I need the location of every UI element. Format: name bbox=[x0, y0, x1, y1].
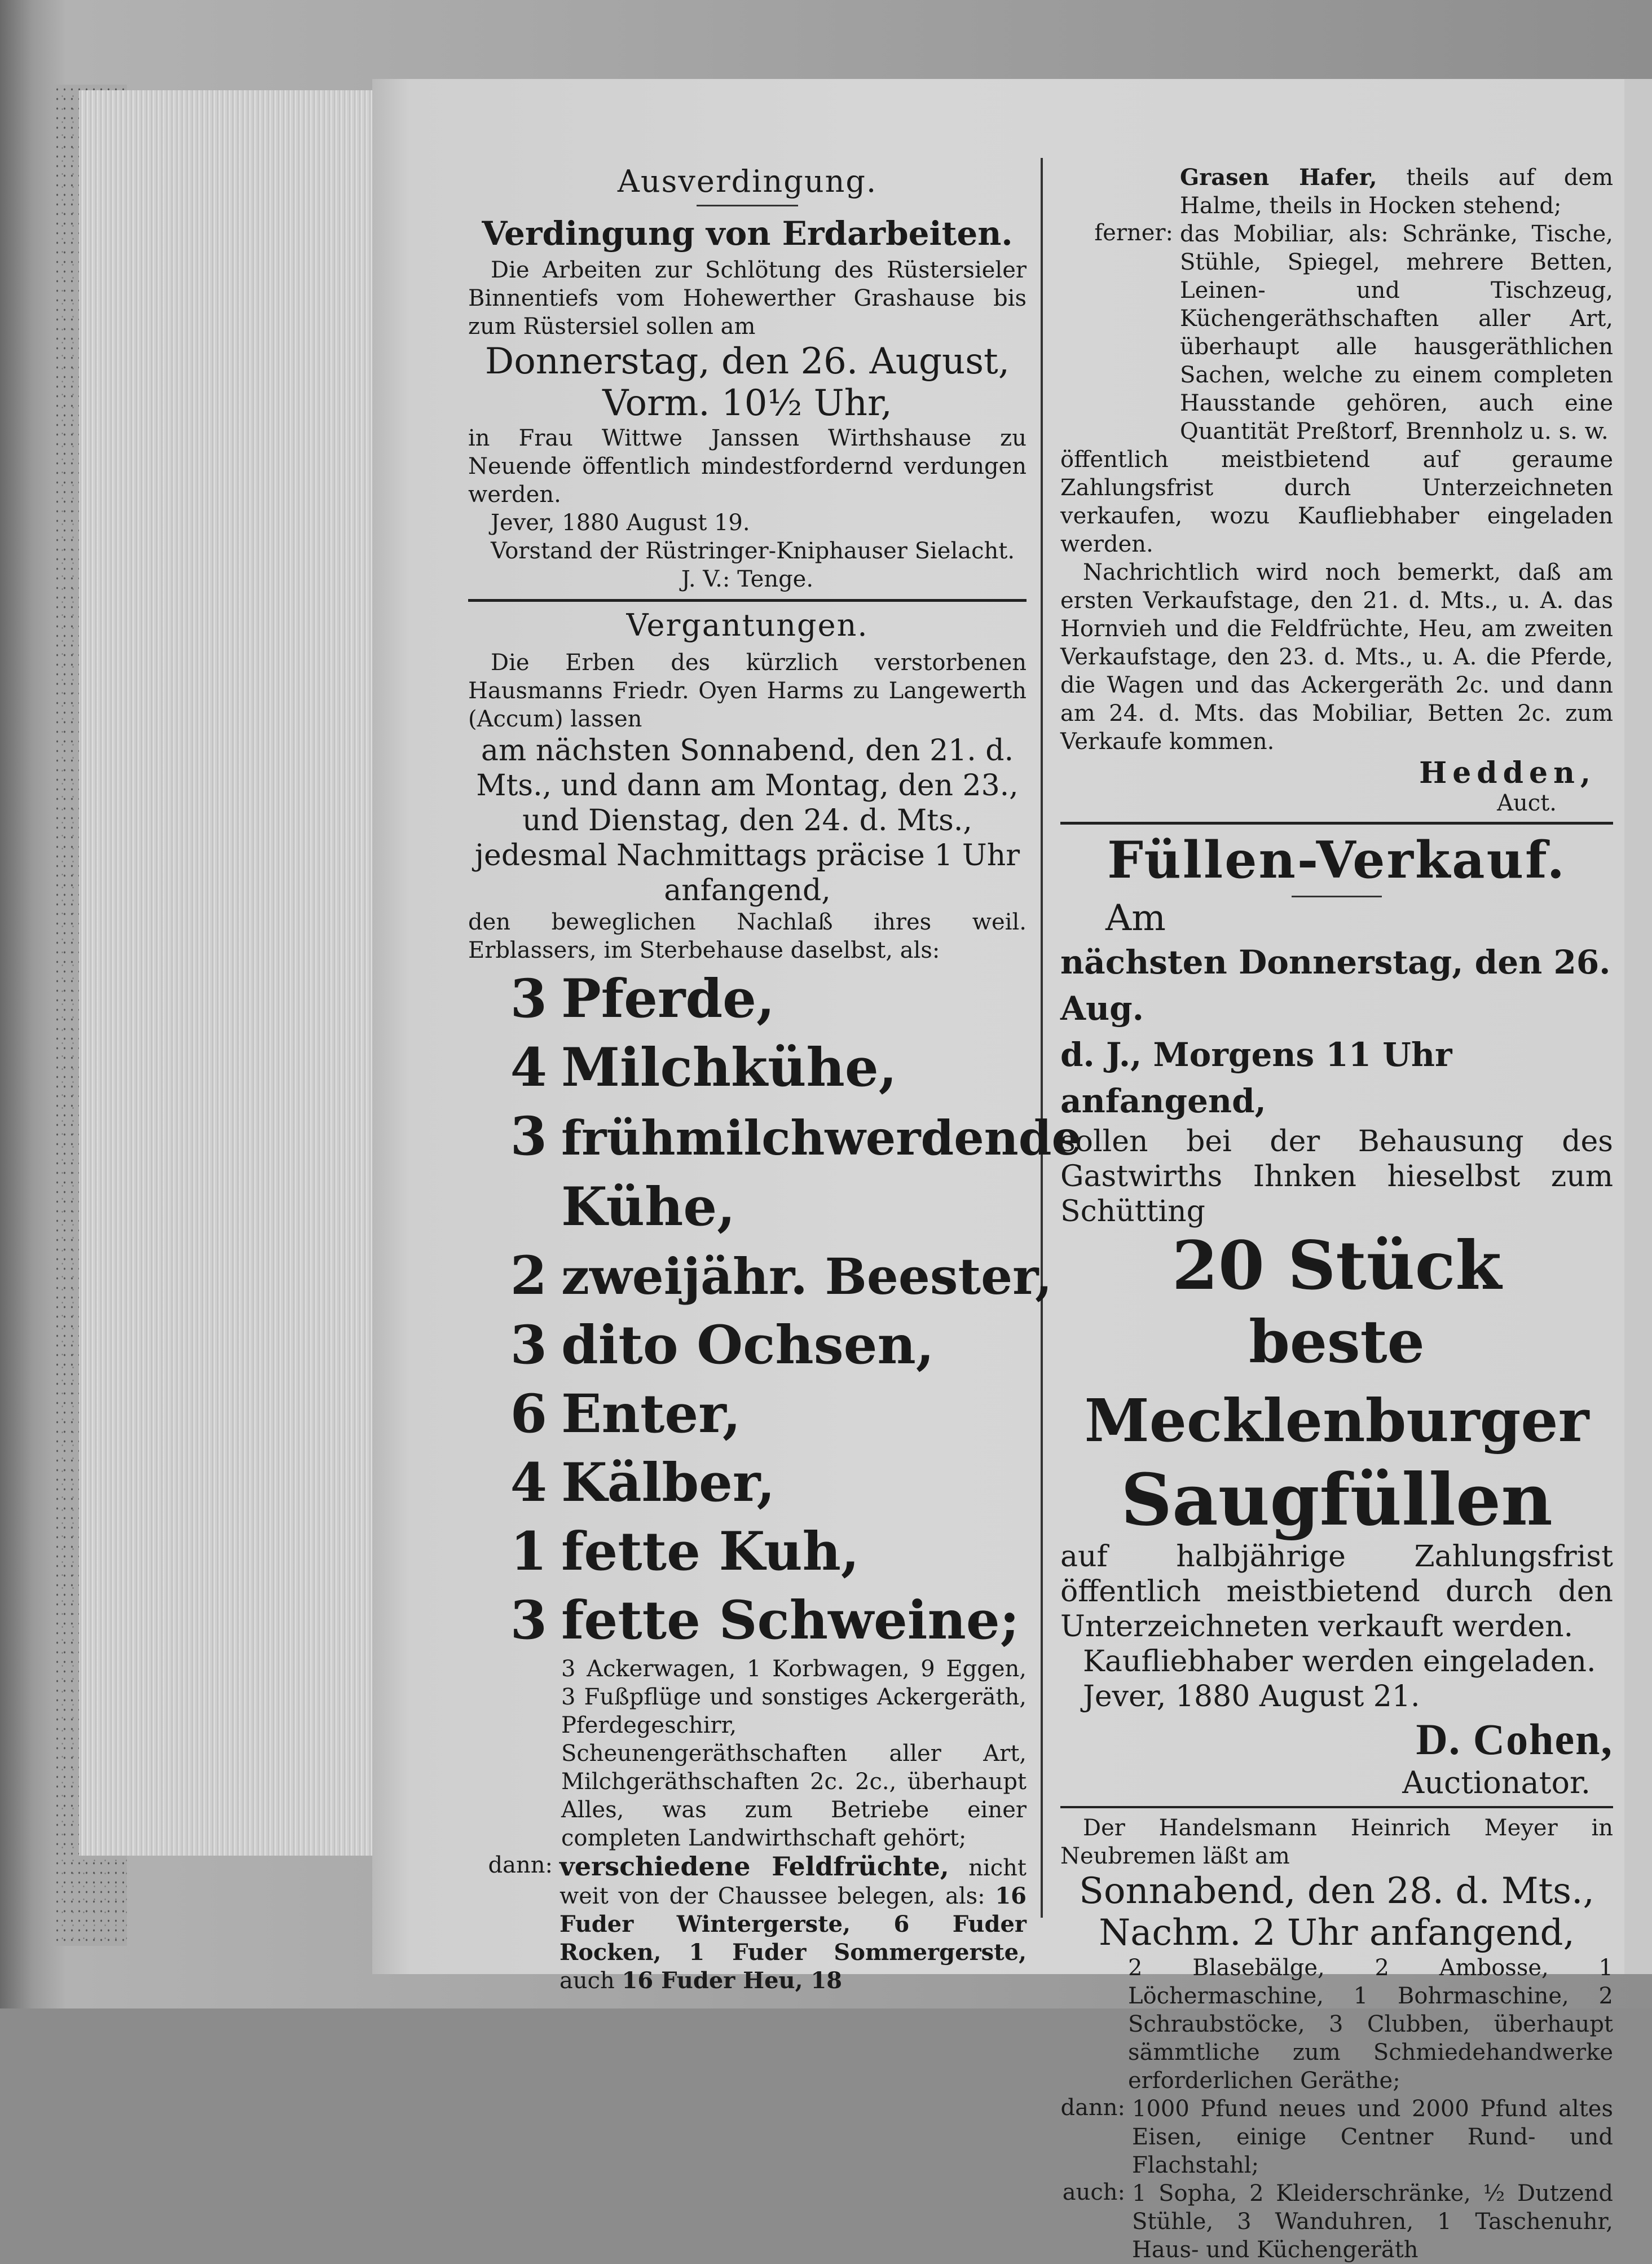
fuellen-place-date: Jever, 1880 August 21. bbox=[1083, 1680, 1420, 1714]
fuellen-am: Am bbox=[1105, 897, 1166, 939]
ausverdingung-title: Ausverdingung. bbox=[617, 164, 878, 199]
meyer-dann-label: dann: bbox=[1060, 2095, 1125, 2121]
dann-text-3: 16 Fuder Wintergerste, 6 Fuder Rocken, 1 Fuder Sommergerste, bbox=[560, 1883, 1027, 1966]
fuellen-breed: beste Mecklenburger bbox=[1084, 1307, 1589, 1455]
livestock-list bbox=[468, 964, 1082, 1655]
verdingung-place-date: Jever, 1880 August 19. bbox=[491, 510, 750, 536]
column-divider bbox=[1041, 158, 1043, 1918]
dann-label: dann: bbox=[488, 1852, 553, 1878]
meyer-date-2: Nachm. 2 Uhr anfangend, bbox=[1099, 1912, 1575, 1954]
short-rule bbox=[697, 205, 798, 206]
meyer-auch-text: 1 Sopha, 2 Kleiderschränke, ½ Dutzend Stühle, 3 Wanduhren, 1 Taschenuhr, Haus- und Küchengeräth bbox=[1132, 2181, 1613, 2263]
vergantungen-date-line-4: jedesmal Nachmittags präcise 1 Uhr bbox=[474, 839, 1020, 873]
fuellen-item: Saugfüllen bbox=[1121, 1458, 1553, 1541]
fuellen-body: sollen bei der Behausung des Gastwirths Ihnken hieselbst zum Schütting bbox=[1060, 1125, 1613, 1228]
fuellen-date-2: d. J., Morgens 11 Uhr anfangend, bbox=[1060, 1036, 1452, 1120]
dann-block bbox=[468, 1852, 1027, 1995]
list-item: 4 Milchkühe, bbox=[510, 1037, 897, 1099]
vergantungen-date-line-2: Mts., und dann am Montag, den 23., bbox=[476, 769, 1019, 803]
verdingung-time: Vorm. 10½ Uhr, bbox=[602, 382, 892, 424]
vergantungen-date-line-5: anfangend, bbox=[664, 874, 831, 908]
verdingung-body: Die Arbeiten zur Schlötung des Rüstersieler Binnentiefs vom Hohewerther Grashause bis zum Rüstersiel sollen am bbox=[468, 257, 1027, 340]
verdingung-date: Donnerstag, den 26. August, bbox=[484, 341, 1010, 382]
list-item: 6 Enter, bbox=[510, 1383, 741, 1445]
verdingung-body2: in Frau Wittwe Janssen Wirthshause zu Neuende öffentlich mindestfordernd verdungen werden. bbox=[468, 425, 1027, 508]
dann-text-5: 16 Fuder Heu, 18 bbox=[622, 1967, 843, 1994]
list-item: 3 dito Ochsen, bbox=[510, 1314, 935, 1376]
meyer-dann-text: 1000 Pfund neues und 2000 Pfund altes Eisen, einige Centner Rund- und Flachstahl; bbox=[1132, 2096, 1613, 2178]
list-item: 3 frühmilchwerdende bbox=[510, 1105, 1082, 1168]
cohen-signature-sub: Auctionator. bbox=[1402, 1765, 1591, 1800]
left-column bbox=[468, 152, 1082, 1995]
section-rule bbox=[1060, 1806, 1613, 1808]
dann-text-4: auch bbox=[560, 1968, 615, 1994]
verdingung-heading: Verdingung von Erdarbeiten. bbox=[482, 214, 1013, 253]
dann-text-1: verschiedene Feldfrüchte, bbox=[560, 1851, 949, 1882]
ferner-label: ferner: bbox=[1094, 220, 1173, 246]
meyer-body: Der Handelsmann Heinrich Meyer in Neubremen läßt am bbox=[1060, 1815, 1613, 1869]
hedden-signature: Hedden, bbox=[1419, 756, 1596, 790]
hafer-text-2: theils auf dem Halme, theils in Hocken stehend; bbox=[1180, 165, 1613, 219]
tools-list: 3 Ackerwagen, 1 Korbwagen, 9 Eggen, 3 Fußpflüge und sonstiges Ackergeräth, Pferdegeschirr, Scheunengeräthschaften aller Art, Milchgeräthschaften 2c. 2c., überhaupt Alles, was zum Betriebe einer completen Landwirthschaft gehört; bbox=[561, 1656, 1027, 1851]
meyer-items: 2 Blasebälge, 2 Ambosse, 1 Löchermaschine, 1 Bohrmaschine, 2 Schraubstöcke, 3 Clubben, überhaupt sämmtliche zum Schmiedehandwerke erforderlichen Geräthe; bbox=[1128, 1955, 1613, 2094]
meyer-auch-block bbox=[1060, 2179, 1613, 2264]
list-item: 3 Pferde, bbox=[510, 968, 775, 1030]
fuellen-body2: auf halbjährige Zahlungsfrist öffentlich meistbietend durch den Unterzeichneten verkauft werden. bbox=[1060, 1540, 1613, 1644]
section-rule bbox=[1060, 822, 1613, 825]
list-item: 1 fette Kuh, bbox=[510, 1521, 860, 1583]
vergantungen-date-line-3: und Dienstag, den 24. d. Mts., bbox=[522, 804, 972, 838]
verdingung-signed: J. V.: Tenge. bbox=[681, 566, 814, 592]
meyer-dann-block bbox=[1060, 2095, 1613, 2179]
next-page-strip bbox=[1624, 79, 1652, 1974]
list-item: 3 fette Schweine; bbox=[510, 1589, 1020, 1651]
ferner-text: das Mobiliar, als: Schränke, Tische, Stühle, Spiegel, mehrere Betten, Leinen- und Tischzeug, Küchengeräthschaften aller Art, überhaupt alle hausgeräthlichen Sachen, welche zu einem completen Hausstande gehören, auch eine Quantität Preßtorf, Brennholz u. s. w. bbox=[1180, 221, 1613, 444]
fuellen-verkauf-title: Füllen-Verkauf. bbox=[1107, 830, 1566, 890]
verdingung-board: Vorstand der Rüstringer-Kniphauser Sielacht. bbox=[491, 538, 1015, 564]
page-edges bbox=[79, 90, 372, 1856]
vergantungen-body2: den beweglichen Nachlaß ihres weil. Erblassers, im Sterbehause daselbst, als: bbox=[468, 909, 1027, 963]
dann-text-2: nicht weit von der Chaussee belegen, als: bbox=[560, 1855, 1027, 1909]
hedden-signature-sub: Auct. bbox=[1497, 790, 1557, 816]
cohen-signature: D. Cohen, bbox=[1416, 1715, 1613, 1764]
list-item: Kühe, bbox=[561, 1176, 735, 1238]
hafer-block bbox=[1060, 164, 1613, 220]
fuellen-count: 20 Stück bbox=[1171, 1226, 1502, 1305]
meyer-auch-label: auch: bbox=[1062, 2179, 1125, 2205]
list-item: 2 zweijähr. Beester, bbox=[510, 1245, 1052, 1307]
ferner-block bbox=[1060, 220, 1613, 446]
hedden-body: öffentlich meistbietend auf geraume Zahlungsfrist durch Unterzeichneten verkaufen, wozu Kaufliebhaber eingeladen werden. bbox=[1060, 447, 1613, 557]
list-item: 4 Kälber, bbox=[510, 1452, 776, 1514]
vergantungen-title: Vergantungen. bbox=[626, 607, 869, 643]
section-rule bbox=[468, 599, 1027, 602]
fuellen-date-1: nächsten Donnerstag, den 26. Aug. bbox=[1060, 943, 1611, 1028]
vergantungen-body: Die Erben des kürzlich verstorbenen Hausmanns Friedr. Oyen Harms zu Langewerth (Accum) lassen bbox=[468, 650, 1027, 732]
vergantungen-date-line-1: am nächsten Sonnabend, den 21. d. bbox=[481, 734, 1014, 768]
hedden-note: Nachrichtlich wird noch bemerkt, daß am ersten Verkaufstage, den 21. d. Mts., u. A. das Hornvieh und die Feldfrüchte, Heu, am zweiten Verkaufstage, den 23. d. Mts., u. A. die Pferde, die Wagen und das Ackergeräth 2c. und dann am 24. d. Mts. das Mobiliar, Betten 2c. zum Verkaufe kommen. bbox=[1060, 560, 1613, 755]
hafer-text-1: Grasen Hafer, bbox=[1180, 164, 1377, 191]
right-column bbox=[1060, 164, 1613, 2264]
meyer-date-1: Sonnabend, den 28. d. Mts., bbox=[1079, 1870, 1594, 1912]
fuellen-invite: Kaufliebhaber werden eingeladen. bbox=[1083, 1645, 1596, 1679]
